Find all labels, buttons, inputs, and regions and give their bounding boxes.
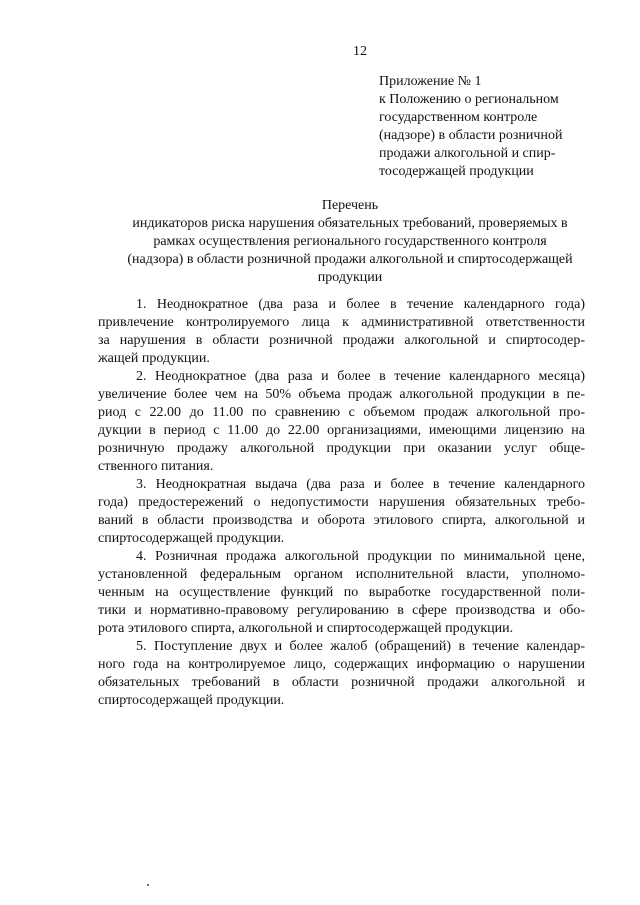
appendix-line: продажи алкогольной и спир- [379, 146, 556, 161]
indicator-line: установленной федеральным органом исполнительной власти, уполномо- [98, 567, 585, 582]
indicator-line: тики и нормативно-правовому регулированию в сфере производства и обо- [98, 603, 585, 618]
indicator-line: жащей продукции. [98, 351, 210, 366]
appendix-line: к Положению о региональном [379, 92, 559, 107]
indicator-line: 2. Неоднократное (два раза и более в течение календарного месяца) [136, 369, 585, 384]
indicator-list [98, 296, 585, 710]
indicator-line: года) предостережений о недопустимости нарушения обязательных требо- [98, 495, 585, 510]
indicator-line: ваний в области производства и оборота этилового спирта, алкогольной и [98, 513, 585, 528]
appendix-note [379, 73, 609, 181]
indicator-line: за нарушения в области розничной продажи алкогольной и спиртосодер- [98, 333, 585, 348]
page-number: 12 [353, 44, 367, 59]
indicator-line: 5. Поступление двух и более жалоб (обращений) в течение календар- [136, 639, 585, 654]
appendix-line: государственном контроле [379, 110, 538, 125]
indicator-line: обязательных требований в области розничной продажи алкогольной и [98, 675, 585, 690]
indicator-line: 1. Неоднократное (два раза и более в течение календарного года) [136, 297, 585, 312]
indicator-line: ченным на осуществление функций по выработке государственной поли- [98, 585, 585, 600]
indicator-line: 3. Неоднократная выдача (два раза и более в течение календарного [136, 477, 585, 492]
indicator-line: рота этилового спирта, алкогольной и спиртосодержащей продукции. [98, 621, 514, 636]
appendix-line: тосодержащей продукции [379, 164, 534, 179]
indicator-item [98, 296, 585, 368]
indicator-line: спиртосодержащей продукции. [98, 531, 285, 546]
indicator-line: привлечение контролируемого лица к административной ответственности [98, 315, 585, 330]
indicator-line: розничную продажу алкогольной продукции при оказании услуг обще- [98, 441, 585, 456]
document-title [100, 197, 600, 287]
indicator-item [98, 548, 585, 638]
indicator-item [98, 638, 585, 710]
title-heading: Перечень [321, 198, 379, 213]
indicator-line: 4. Розничная продажа алкогольной продукции по минимальной цене, [136, 549, 585, 564]
title-line: (надзора) в области розничной продажи алкогольной и спиртосодержащей [127, 252, 573, 267]
title-line: индикаторов риска нарушения обязательных требований, проверяемых в [132, 216, 568, 231]
indicator-item [98, 476, 585, 548]
appendix-line: (надзоре) в области розничной [379, 128, 563, 143]
title-line: рамках осуществления регионального государственного контроля [153, 234, 547, 249]
indicator-line: увеличение более чем на 50% объема продаж алкогольной продукции в пе- [98, 387, 585, 402]
indicator-item [98, 368, 585, 476]
indicator-line: ственного питания. [98, 459, 214, 474]
indicator-line: дукции в период с 11.00 до 22.00 организациями, имеющими лицензию на [98, 423, 585, 438]
title-line: продукции [317, 270, 383, 285]
indicator-line: спиртосодержащей продукции. [98, 693, 285, 708]
indicator-line: риод с 22.00 до 11.00 по сравнению с объемом продаж алкогольной про- [98, 405, 585, 420]
appendix-line: Приложение № 1 [379, 74, 482, 89]
indicator-line: ного года на контролируемое лицо, содержащих информацию о нарушении [98, 657, 585, 672]
scan-dot [147, 884, 149, 886]
